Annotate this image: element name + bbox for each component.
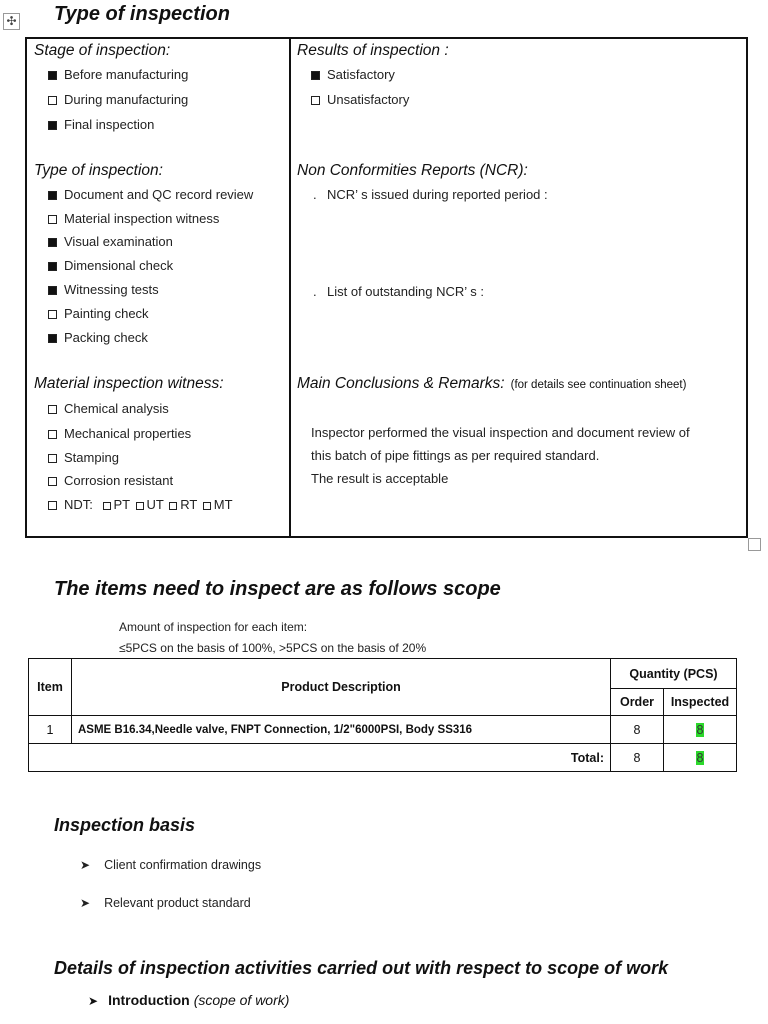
column-divider [289,39,291,536]
type-item[interactable]: Packing check [48,330,148,345]
total-order: 8 [611,744,664,772]
total-label: Total: [29,744,611,772]
remarks-note: (for details see continuation sheet) [510,379,687,391]
page-title: Type of inspection [54,3,230,25]
intro-note: (scope of work) [193,992,290,1008]
type-item[interactable]: Painting check [48,306,149,321]
basis-title: Inspection basis [54,815,196,835]
table-move-icon[interactable]: ✣ [3,13,20,30]
basis-item: ➤ Relevant product standard [80,896,251,910]
checkbox-icon[interactable] [48,262,57,271]
type-item[interactable]: Witnessing tests [48,282,159,297]
checkbox-icon[interactable] [48,238,57,247]
checkbox-icon[interactable] [169,502,177,510]
type-item[interactable]: Visual examination [48,234,173,249]
checkbox-icon[interactable] [48,405,57,414]
header-quantity: Quantity (PCS) [611,659,737,689]
remarks-text: Inspector performed the visual inspection and document review of this batch of pipe fittings as per required standard. The result is acceptable [311,425,690,486]
checkbox-icon[interactable] [48,477,57,486]
intro-label: Introduction [108,992,190,1008]
material-item[interactable]: Chemical analysis [48,401,169,416]
checkbox-icon[interactable] [48,215,57,224]
header-order: Order [611,689,664,716]
stage-item[interactable]: During manufacturing [48,92,188,107]
checkbox-icon[interactable] [311,71,320,80]
amount-line-2: ≤5PCS on the basis of 100%, >5PCS on the basis of 20% [119,641,427,655]
table-resize-icon[interactable] [748,538,761,551]
checkbox-icon[interactable] [48,191,57,200]
ncr-title: Non Conformities Reports (NCR): [297,162,528,179]
arrowhead-bullet-icon: ➤ [80,858,91,872]
checkbox-icon[interactable] [48,96,57,105]
row-order: 8 [611,716,664,744]
result-item[interactable]: Unsatisfactory [311,92,409,107]
ncr-issued-line: . NCR’ s issued during reported period : [313,187,548,202]
checkbox-icon[interactable] [48,454,57,463]
table-row [29,716,737,744]
checkbox-icon[interactable] [48,334,57,343]
checkbox-icon[interactable] [48,286,57,295]
checkbox-icon[interactable] [48,501,57,510]
header-inspected: Inspected [664,689,737,716]
scope-title: The items need to inspect are as follows scope [54,578,501,600]
material-title: Material inspection witness: [34,375,224,392]
row-description: ASME B16.34,Needle valve, FNPT Connection, 1/2"6000PSI, Body SS316 [72,716,611,744]
checkbox-icon[interactable] [48,71,57,80]
stage-title: Stage of inspection: [34,42,171,59]
row-item: 1 [29,716,72,744]
ncr-outstanding-line: . List of outstanding NCR’ s : [313,284,485,299]
total-row [29,744,737,772]
header-item: Item [29,659,72,716]
checkbox-icon[interactable] [103,502,111,510]
type-title: Type of inspection: [34,162,163,179]
material-item[interactable]: Corrosion resistant [48,473,173,488]
amount-line-1: Amount of inspection for each item: [119,620,308,634]
inspected-highlight: 8 [696,722,704,737]
row-inspected [664,716,737,744]
arrowhead-bullet-icon: ➤ [88,994,99,1008]
remarks-title: Main Conclusions & Remarks: (for details see continuation sheet) [297,375,687,392]
arrowhead-bullet-icon: ➤ [80,896,91,910]
intro-item [88,992,289,1008]
checkbox-icon[interactable] [136,502,144,510]
checkbox-icon[interactable] [203,502,211,510]
material-item[interactable]: Stamping [48,450,119,465]
basis-item: ➤ Client confirmation drawings [80,858,262,872]
checkbox-icon[interactable] [311,96,320,105]
details-title: Details of inspection activities carried out with respect to scope of work [54,958,669,978]
type-item[interactable]: Document and QC record review [48,187,253,202]
material-item[interactable]: Mechanical properties [48,426,191,441]
checkbox-icon[interactable] [48,121,57,130]
stage-item[interactable]: Before manufacturing [48,67,188,82]
checkbox-icon[interactable] [48,430,57,439]
total-inspected [664,744,737,772]
header-description: Product Description [72,659,611,716]
result-item[interactable]: Satisfactory [311,67,395,82]
inspection-summary-table [25,37,748,538]
stage-item[interactable]: Final inspection [48,117,154,132]
type-item[interactable]: Dimensional check [48,258,173,273]
inspected-highlight: 8 [696,750,704,765]
ndt-row: NDT: PT UT RT MT [48,497,233,512]
checkbox-icon[interactable] [48,310,57,319]
type-item[interactable]: Material inspection witness [48,211,219,226]
results-title: Results of inspection : [297,42,449,59]
items-table [28,658,737,772]
